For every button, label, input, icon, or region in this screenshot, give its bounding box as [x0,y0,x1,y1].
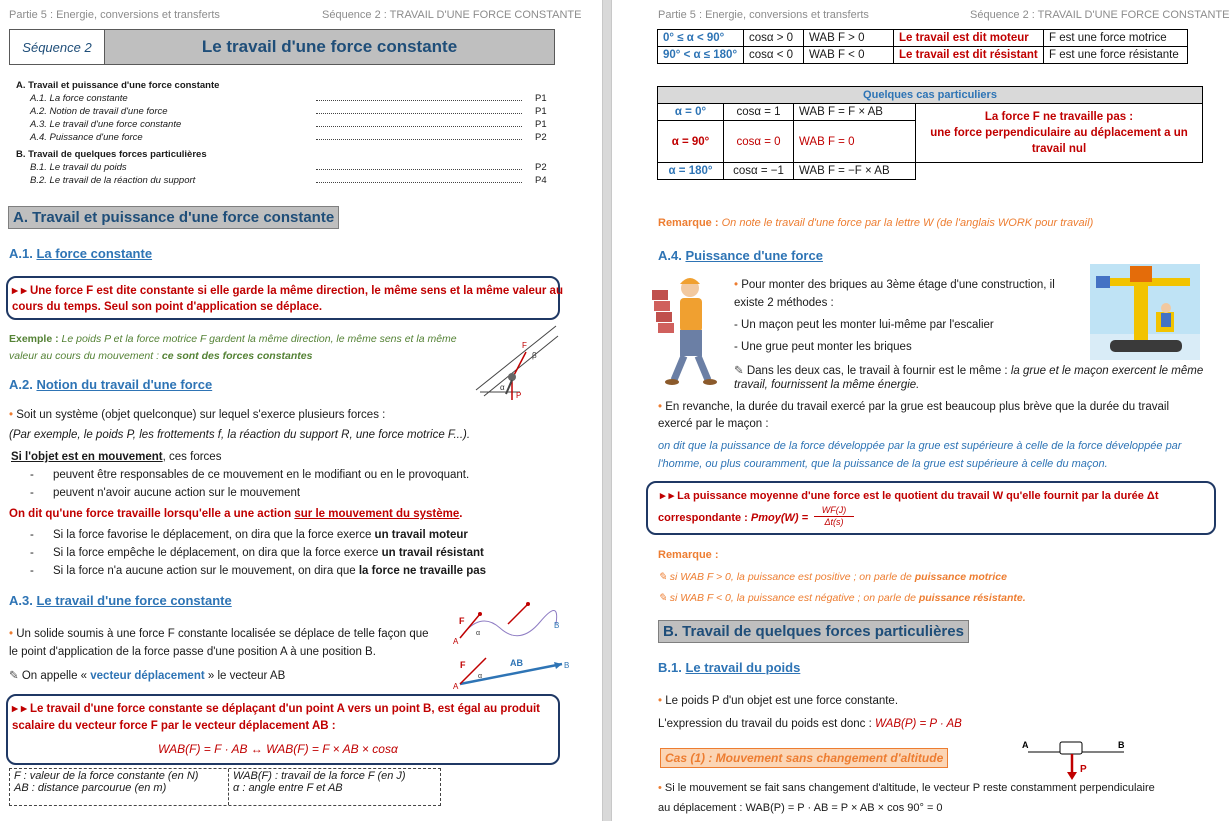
a4-line4: - Une grue peut monter les briques [734,341,912,353]
table-cell: Le travail est dit résistant [894,47,1044,64]
displacement-vector-diagram [450,602,575,690]
a4-line6: travail, fournissent la même énergie. [734,379,920,391]
page-title: Le travail d'une force constante [105,30,554,64]
b1-line3: • Si le mouvement se fait sans changement d'altitude, le vecteur P reste constamment perpendiculaire [658,782,1155,794]
toc-item-a2[interactable]: A.2. Notion de travail d'une force [30,106,168,117]
table-cell: α = 180° [658,163,724,180]
table-cell: cosα = 1 [724,104,794,121]
def2-line1: ▸ ▸ Le travail d'une force constante se déplaçant d'un point A vers un point B, est égal au produit [12,703,540,715]
cases-title: Quelques cas particuliers [658,87,1203,104]
def3-line1: ▸ ▸ La puissance moyenne d'une force est le quotient du travail W qu'elle fournit par la durée Δt [660,490,1159,502]
a4-line5: ✎ Dans les deux cas, le travail à fournir est le même : la grue et le maçon exercent le même [734,365,1204,377]
a2-bullet2: - Si la force empêche le déplacement, on dira que la force exerce un travail résistant [30,547,484,559]
remark2-label: Remarque : [658,549,719,561]
header-part: Partie 5 : Energie, conversions et transferts [9,9,220,21]
b1-line4: au déplacement : WAB(P) = P · AB = P × AB × cos 90° = 0 [658,802,943,814]
a4-line2: existe 2 méthodes : [734,297,834,309]
a4-line8: exercé par le maçon : [658,418,769,430]
toc-item-b2[interactable]: B.2. Le travail de la réaction du support [30,175,196,186]
header-part: Partie 5 : Energie, conversions et transferts [658,9,869,21]
def1-line1: ▸ ▸ Une force F est dite constante si elle garde la même direction, le même sens et la même valeur au [12,285,563,297]
diagram-beta-label: β [532,351,537,360]
header-sequence: Séquence 2 : TRAVAIL D'UNE FORCE CONSTANTE [970,9,1230,21]
example-line1: Exemple : Le poids P et la force motrice F gardent la même direction, le même sens et la même [9,333,457,345]
mason-illustration [642,272,734,388]
title-box [9,29,555,65]
table-row [658,163,1203,180]
table-row [658,47,1188,64]
section-a-heading: A. Travail et puissance d'une force constante [8,206,339,229]
toc-dots [316,174,522,183]
a2-bullet1: - Si la force favorise le déplacement, on dira que la force exerce un travail moteur [30,529,468,541]
diagram-a-label: A [453,637,459,646]
toc-page: P2 [535,132,547,143]
diagram-alpha-label: α [476,630,481,637]
diagram-alpha-label: α [478,673,483,680]
toc-page: P1 [535,106,547,117]
special-cases-table [657,86,1203,180]
subsection-b1-heading: B.1. Le travail du poids [658,660,801,675]
a4-line10: l'homme, ou plus couramment, que la puissance de la grue est supérieure à celle du maçon. [658,458,1108,470]
toc-item-a3[interactable]: A.3. Le travail d'une force constante [30,119,182,130]
page-right [612,0,1230,821]
a2-line1: • Soit un système (objet quelconque) sur lequel s'exerce plusieurs forces : [9,409,386,421]
toc-page: P1 [535,93,547,104]
a3-line3: ✎ On appelle « vecteur déplacement » le vecteur AB [9,670,286,682]
page-left [0,0,602,821]
toc-section-b[interactable]: B. Travail de quelques forces particulières [16,149,207,160]
a2-red-statement: On dit qu'une force travaille lorsqu'elle a une action sur le mouvement du système. [9,508,463,520]
table-cell-empty [916,163,1203,180]
a2-bullet3: - Si la force n'a aucune action sur le mouvement, on dira que la force ne travaille pas [30,565,487,577]
remark2-line1: ✎ si WAB F > 0, la puissance est positive ; on parle de puissance motrice [658,571,1007,583]
a4-line7: • En revanche, la durée du travail exercé par la grue est beaucoup plus brève que la durée du travail [658,401,1169,413]
def2-formula: WAB(F) = F · AB ↔ WAB(F) = F × AB × cosα [158,742,398,756]
title-sequence: Séquence 2 [10,30,105,64]
def3-fraction: WF(J) Δt(s) [814,505,854,528]
subsection-a4-heading: A.4. Puissance d'une force [658,248,823,263]
a4-line1: • Pour monter des briques au 3ème étage d'une construction, il [734,279,1055,291]
units-legend-box [9,768,441,806]
toc-item-a1[interactable]: A.1. La force constante [30,93,128,104]
b1-line1: • Le poids P d'un objet est une force constante. [658,695,899,707]
table-cell: cosα < 0 [744,47,804,64]
legend-ab: AB : distance parcourue (en m) [14,782,167,794]
table-cell: 90° < α ≤ 180° [658,47,744,64]
diagram-b-label: B [1118,740,1125,750]
table-cell: F est une force motrice [1044,30,1188,47]
toc-item-a4[interactable]: A.4. Puissance d'une force [30,132,143,143]
diagram-a-label: A [453,682,459,690]
diagram-ab-label: AB [510,658,523,668]
table-cell: F est une force résistante [1044,47,1188,64]
table-cell: α = 0° [658,104,724,121]
diagram-alpha-label: α [500,383,505,392]
a2-dash1: - peuvent être responsables de ce mouvement en le modifiant ou en le provoquant. [30,469,470,481]
table-cell: WAB F = −F × AB [794,163,916,180]
a3-line1: • Un solide soumis à une force F constante localisée se déplace de telle façon que [9,628,429,640]
table-cell: cosα > 0 [744,30,804,47]
work-sign-table [657,29,1188,64]
subsection-a2-heading: A.2. Notion du travail d'une force [9,377,213,392]
toc-page: P2 [535,162,547,173]
toc-page: P4 [535,175,547,186]
table-cell: Le travail est dit moteur [894,30,1044,47]
legend-w: WAB(F) : travail de la force F (en J) [233,770,406,782]
a2-dash2: - peuvent n'avoir aucune action sur le mouvement [30,487,301,499]
case1-heading: Cas (1) : Mouvement sans changement d'altitude [660,748,948,768]
table-row [658,87,1203,104]
toc-section-a[interactable]: A. Travail et puissance d'une force constante [16,80,220,91]
subsection-a1-heading: A.1. La force constante [9,246,153,261]
diagram-a-label: A [1022,740,1029,750]
table-row [658,30,1188,47]
legend-f: F : valeur de la force constante (en N) [14,770,199,782]
a2-line3: Si l'objet est en mouvement, ces forces [11,451,222,463]
toc-dots [316,105,522,114]
def1-line2: cours du temps. Seul son point d'application se déplace. [12,301,323,313]
a4-line9: on dit que la puissance de la force développée par la grue est supérieure à celle de la force développée par [658,440,1182,452]
remark2-line2: ✎ si WAB F < 0, la puissance est négative ; on parle de puissance résistante. [658,592,1026,604]
header-sequence: Séquence 2 : TRAVAIL D'UNE FORCE CONSTANTE [322,9,582,21]
diagram-f-label: F [459,616,465,626]
section-b-heading: B. Travail de quelques forces particulières [658,620,969,643]
toc-dots [316,92,522,101]
table-cell: cosα = −1 [724,163,794,180]
diagram-p-label: P [516,391,522,400]
table-cell: 0° ≤ α < 90° [658,30,744,47]
toc-dots [316,131,522,140]
diagram-f-label: F [460,660,466,670]
table-cell: WAB F > 0 [804,30,894,47]
horizontal-motion-diagram [1020,738,1130,782]
a4-line3: - Un maçon peut les monter lui-même par l'escalier [734,319,994,331]
table-cell: WAB F = F × AB [794,104,916,121]
a3-line2: le point d'application de la force passe d'une position A à une position B. [9,646,376,658]
example-line2: valeur au cours du mouvement : ce sont des forces constantes [9,350,313,362]
diagram-p-label: P [1080,764,1087,775]
table-cell: WAB F = 0 [794,121,916,163]
toc-dots [316,118,522,127]
case-90-note: La force F ne travaille pas : une force perpendiculaire au déplacement a un travail nul [916,104,1203,163]
toc-page: P1 [535,119,547,130]
table-cell: α = 90° [658,121,724,163]
toc-item-b1[interactable]: B.1. Le travail du poids [30,162,127,173]
legend-alpha: α : angle entre F et AB [233,782,343,794]
diagram-f-label: F [522,341,527,350]
toc-dots [316,161,522,170]
table-cell: cosα = 0 [724,121,794,163]
a2-line2: (Par exemple, le poids P, les frottements f, la réaction du support R, une force motrice F...). [9,429,471,441]
crane-illustration [1090,264,1200,360]
incline-skier-diagram [470,322,560,400]
remark1: Remarque : On note le travail d'une force par la lettre W (de l'anglais WORK pour travail) [658,217,1094,229]
subsection-a3-heading: A.3. Le travail d'une force constante [9,593,232,608]
def3-line2: correspondante : Pmoy(W) = [658,512,809,524]
diagram-b-label: B [554,621,560,630]
b1-line2: L'expression du travail du poids est donc : WAB(P) = P · AB [658,718,962,730]
page-gutter [602,0,612,821]
table-cell: WAB F < 0 [804,47,894,64]
diagram-b-label: B [564,661,570,670]
table-row [658,104,1203,121]
def2-line2: scalaire du vecteur force F par le vecteur déplacement AB : [12,720,336,732]
